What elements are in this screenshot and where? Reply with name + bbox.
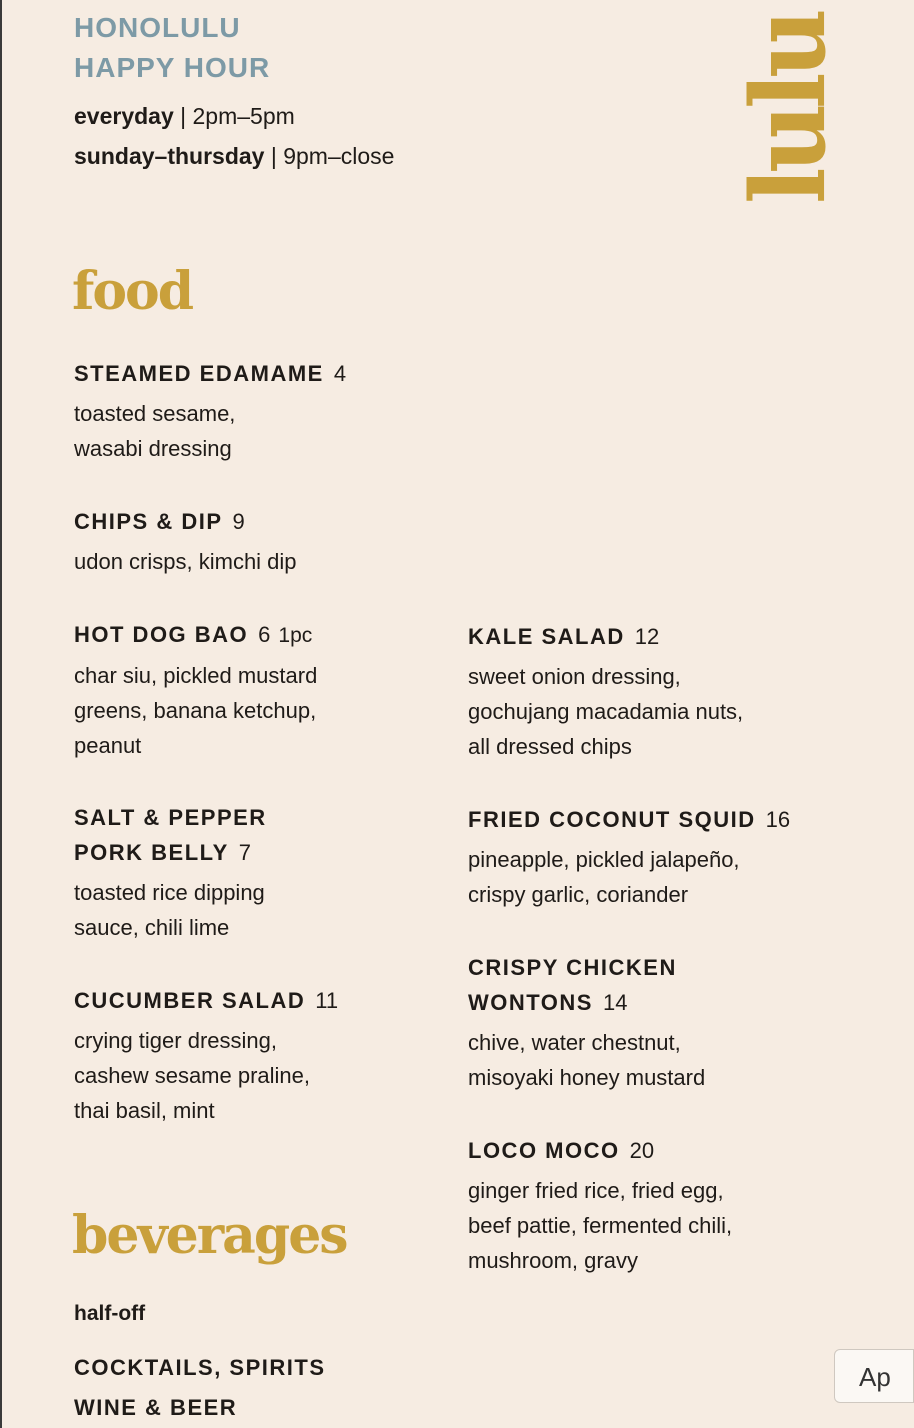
hours-day: sunday–thursday [74, 143, 265, 169]
item-description [468, 1173, 848, 1278]
item-price: 12 [634, 624, 660, 649]
item-description [74, 544, 404, 579]
item-description [468, 1025, 848, 1095]
item-description [74, 658, 404, 763]
title-line-1: HONOLULU [74, 12, 241, 43]
desc-line: toasted rice dipping [74, 880, 265, 905]
item-price: 16 [765, 807, 791, 832]
item-name: PORK BELLY [74, 840, 229, 865]
menu-item [74, 356, 404, 466]
left-border [0, 0, 2, 1428]
hours-row [74, 136, 394, 176]
menu-item [74, 983, 404, 1128]
desc-line: sauce, chili lime [74, 915, 230, 940]
desc-line: ginger fried rice, fried egg, [468, 1178, 724, 1203]
desc-line: peanut [74, 733, 142, 758]
beverages-section-title: beverages [72, 1205, 347, 1266]
item-name: FRIED COCONUT SQUID [468, 807, 756, 832]
logo-text: lulu [729, 2, 849, 204]
desc-line: thai basil, mint [74, 1098, 215, 1123]
hours-day: everyday [74, 103, 174, 129]
desc-line: misoyaki honey mustard [468, 1065, 706, 1090]
desc-line: wasabi dressing [74, 436, 232, 461]
item-price: 14 [602, 990, 628, 1015]
desc-line: sweet onion dressing, [468, 664, 681, 689]
beverage-category: COCKTAILS, SPIRITS [74, 1355, 326, 1380]
hours-time: | 9pm–close [264, 143, 395, 169]
hours-row [74, 96, 394, 136]
item-quantity: 1pc [278, 624, 313, 647]
item-description [74, 1023, 404, 1128]
item-description [74, 396, 404, 466]
beverage-category: WINE & BEER [74, 1395, 238, 1420]
item-description [74, 875, 404, 945]
item-name: CRISPY CHICKEN [468, 955, 677, 980]
menu-item [74, 504, 404, 579]
desc-line: crispy garlic, coriander [468, 882, 689, 907]
page-title [74, 8, 270, 88]
menu-item [468, 619, 848, 764]
desc-line: mushroom, gravy [468, 1248, 638, 1273]
desc-line: udon crisps, kimchi dip [74, 549, 297, 574]
desc-line: beef pattie, fermented chili, [468, 1213, 733, 1238]
desc-line: crying tiger dressing, [74, 1028, 277, 1053]
item-name: SALT & PEPPER [74, 805, 267, 830]
item-price: 11 [315, 988, 339, 1013]
food-section-title: food [72, 261, 193, 322]
item-name: WONTONS [468, 990, 593, 1015]
desc-line: gochujang macadamia nuts, [468, 699, 744, 724]
item-name: STEAMED EDAMAME [74, 361, 324, 386]
item-price: 4 [333, 361, 347, 386]
menu-item [468, 1133, 848, 1278]
lulu-logo [729, 2, 849, 204]
menu-item [468, 802, 858, 912]
item-description [468, 842, 858, 912]
item-price: 6 [258, 622, 271, 647]
item-name: HOT DOG BAO [74, 622, 249, 647]
hours-block [74, 96, 394, 176]
desc-line: chive, water chestnut, [468, 1030, 681, 1055]
item-price: 9 [232, 509, 245, 534]
item-name: KALE SALAD [468, 624, 625, 649]
beverages-discount-note: half-off [74, 1302, 146, 1325]
desc-line: toasted sesame, [74, 401, 236, 426]
item-name: CHIPS & DIP [74, 509, 223, 534]
desc-line: all dressed chips [468, 734, 632, 759]
desc-line: char siu, pickled mustard [74, 663, 318, 688]
app-button[interactable]: Ap [834, 1349, 914, 1403]
hours-time: | 2pm–5pm [173, 103, 295, 129]
item-name: LOCO MOCO [468, 1138, 620, 1163]
item-price: 7 [238, 840, 252, 865]
item-name: CUCUMBER SALAD [74, 988, 306, 1013]
menu-item [468, 950, 848, 1095]
menu-item [74, 800, 404, 945]
title-line-2: HAPPY HOUR [74, 52, 271, 83]
item-price: 20 [629, 1138, 655, 1163]
desc-line: greens, banana ketchup, [74, 698, 317, 723]
desc-line: pineapple, pickled jalapeño, [468, 847, 740, 872]
item-description [468, 659, 848, 764]
desc-line: cashew sesame praline, [74, 1063, 311, 1088]
menu-item [74, 617, 404, 763]
beverage-categories [74, 1348, 326, 1428]
